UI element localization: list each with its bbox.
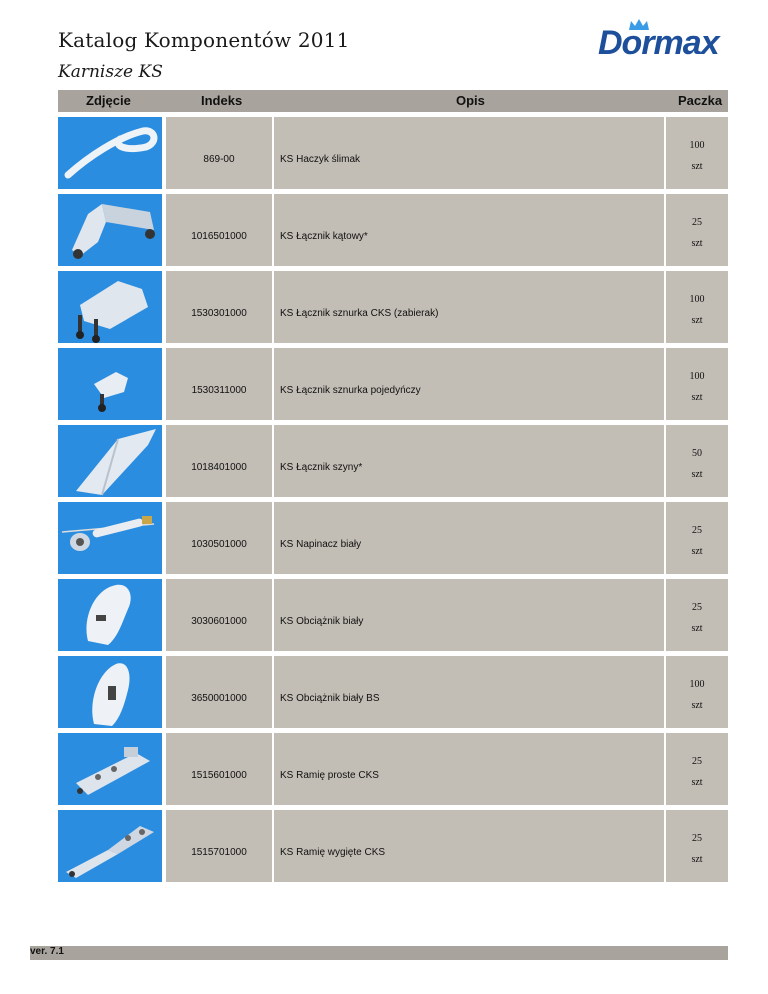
- product-photo: [58, 733, 162, 805]
- pack-qty: 100: [689, 294, 705, 305]
- pack-qty: 25: [692, 217, 702, 228]
- pack-unit: szt: [691, 315, 703, 326]
- product-photo: [58, 194, 162, 266]
- product-desc: KS Ramię proste CKS: [280, 770, 379, 781]
- pack-unit: szt: [691, 623, 703, 634]
- rail-connector-icon: [58, 425, 162, 497]
- pack-qty: 25: [692, 833, 702, 844]
- header-desc: Opis: [456, 93, 485, 108]
- pack-qty: 25: [692, 756, 702, 767]
- pack-unit: szt: [691, 161, 703, 172]
- product-photo: [58, 117, 162, 189]
- pack-unit: szt: [691, 700, 703, 711]
- version-label: ver. 7.1: [30, 946, 64, 957]
- product-index: 3030601000: [191, 616, 247, 627]
- product-desc: KS Łącznik sznurka CKS (zabierak): [280, 308, 439, 319]
- product-index: 1016501000: [191, 231, 247, 242]
- table-row: [58, 656, 728, 728]
- header-index: Indeks: [201, 93, 243, 108]
- straight-arm-icon: [58, 733, 162, 805]
- table-header: [58, 90, 728, 112]
- angle-connector-icon: [58, 194, 162, 266]
- product-desc: KS Napinacz biały: [280, 539, 362, 550]
- pack-qty: 100: [689, 140, 705, 151]
- product-index: 3650001000: [191, 693, 247, 704]
- pack-qty: 25: [692, 602, 702, 613]
- product-index: 1530311000: [191, 385, 247, 396]
- header-photo: Zdjęcie: [86, 93, 131, 108]
- weight-bs-icon: [58, 656, 162, 728]
- table-row: [58, 194, 728, 266]
- product-photo: [58, 348, 162, 420]
- pack-unit: szt: [691, 546, 703, 557]
- tensioner-icon: [58, 502, 162, 574]
- product-desc: KS Obciążnik biały BS: [280, 693, 380, 704]
- pack-unit: szt: [691, 392, 703, 403]
- table-row: [58, 579, 728, 651]
- pack-qty: 100: [689, 679, 705, 690]
- weight-icon: [58, 579, 162, 651]
- product-desc: KS Łącznik szyny*: [280, 462, 363, 473]
- product-index: 869-00: [203, 154, 235, 165]
- footer-bar: [30, 946, 728, 960]
- table-row: [58, 810, 728, 882]
- product-photo: [58, 656, 162, 728]
- single-cord-connector-icon: [58, 348, 162, 420]
- pack-qty: 100: [689, 371, 705, 382]
- page-title: Katalog Komponentów 2011: [58, 28, 350, 52]
- table-row: [58, 425, 728, 497]
- table-row: [58, 348, 728, 420]
- bent-arm-icon: [58, 810, 162, 882]
- pack-qty: 50: [692, 448, 702, 459]
- product-desc: KS Łącznik sznurka pojedyńczy: [280, 385, 421, 396]
- cord-connector-icon: [58, 271, 162, 343]
- table-row: [58, 117, 728, 189]
- table-row: [58, 271, 728, 343]
- pack-unit: szt: [691, 854, 703, 865]
- pack-unit: szt: [691, 238, 703, 249]
- product-desc: KS Łącznik kątowy*: [280, 231, 368, 242]
- product-index: 1530301000: [191, 308, 247, 319]
- product-photo: [58, 271, 162, 343]
- product-index: 1515701000: [191, 847, 247, 858]
- product-desc: KS Ramię wygięte CKS: [280, 847, 386, 858]
- table-row: [58, 502, 728, 574]
- pack-unit: szt: [691, 777, 703, 788]
- pack-qty: 25: [692, 525, 702, 536]
- table-row: [58, 733, 728, 805]
- product-index: 1030501000: [191, 539, 247, 550]
- product-index: 1018401000: [191, 462, 247, 473]
- section-subtitle: Karnisze KS: [58, 62, 163, 82]
- hook-icon: [58, 117, 162, 189]
- logo-text: Dormax: [598, 24, 719, 62]
- dormax-logo: [598, 18, 738, 68]
- product-desc: KS Obciążnik biały: [280, 616, 364, 627]
- header-pack: Paczka: [678, 93, 723, 108]
- product-photo: [58, 425, 162, 497]
- pack-unit: szt: [691, 469, 703, 480]
- product-photo: [58, 579, 162, 651]
- product-photo: [58, 502, 162, 574]
- product-photo: [58, 810, 162, 882]
- product-desc: KS Haczyk ślimak: [280, 154, 361, 165]
- product-index: 1515601000: [191, 770, 247, 781]
